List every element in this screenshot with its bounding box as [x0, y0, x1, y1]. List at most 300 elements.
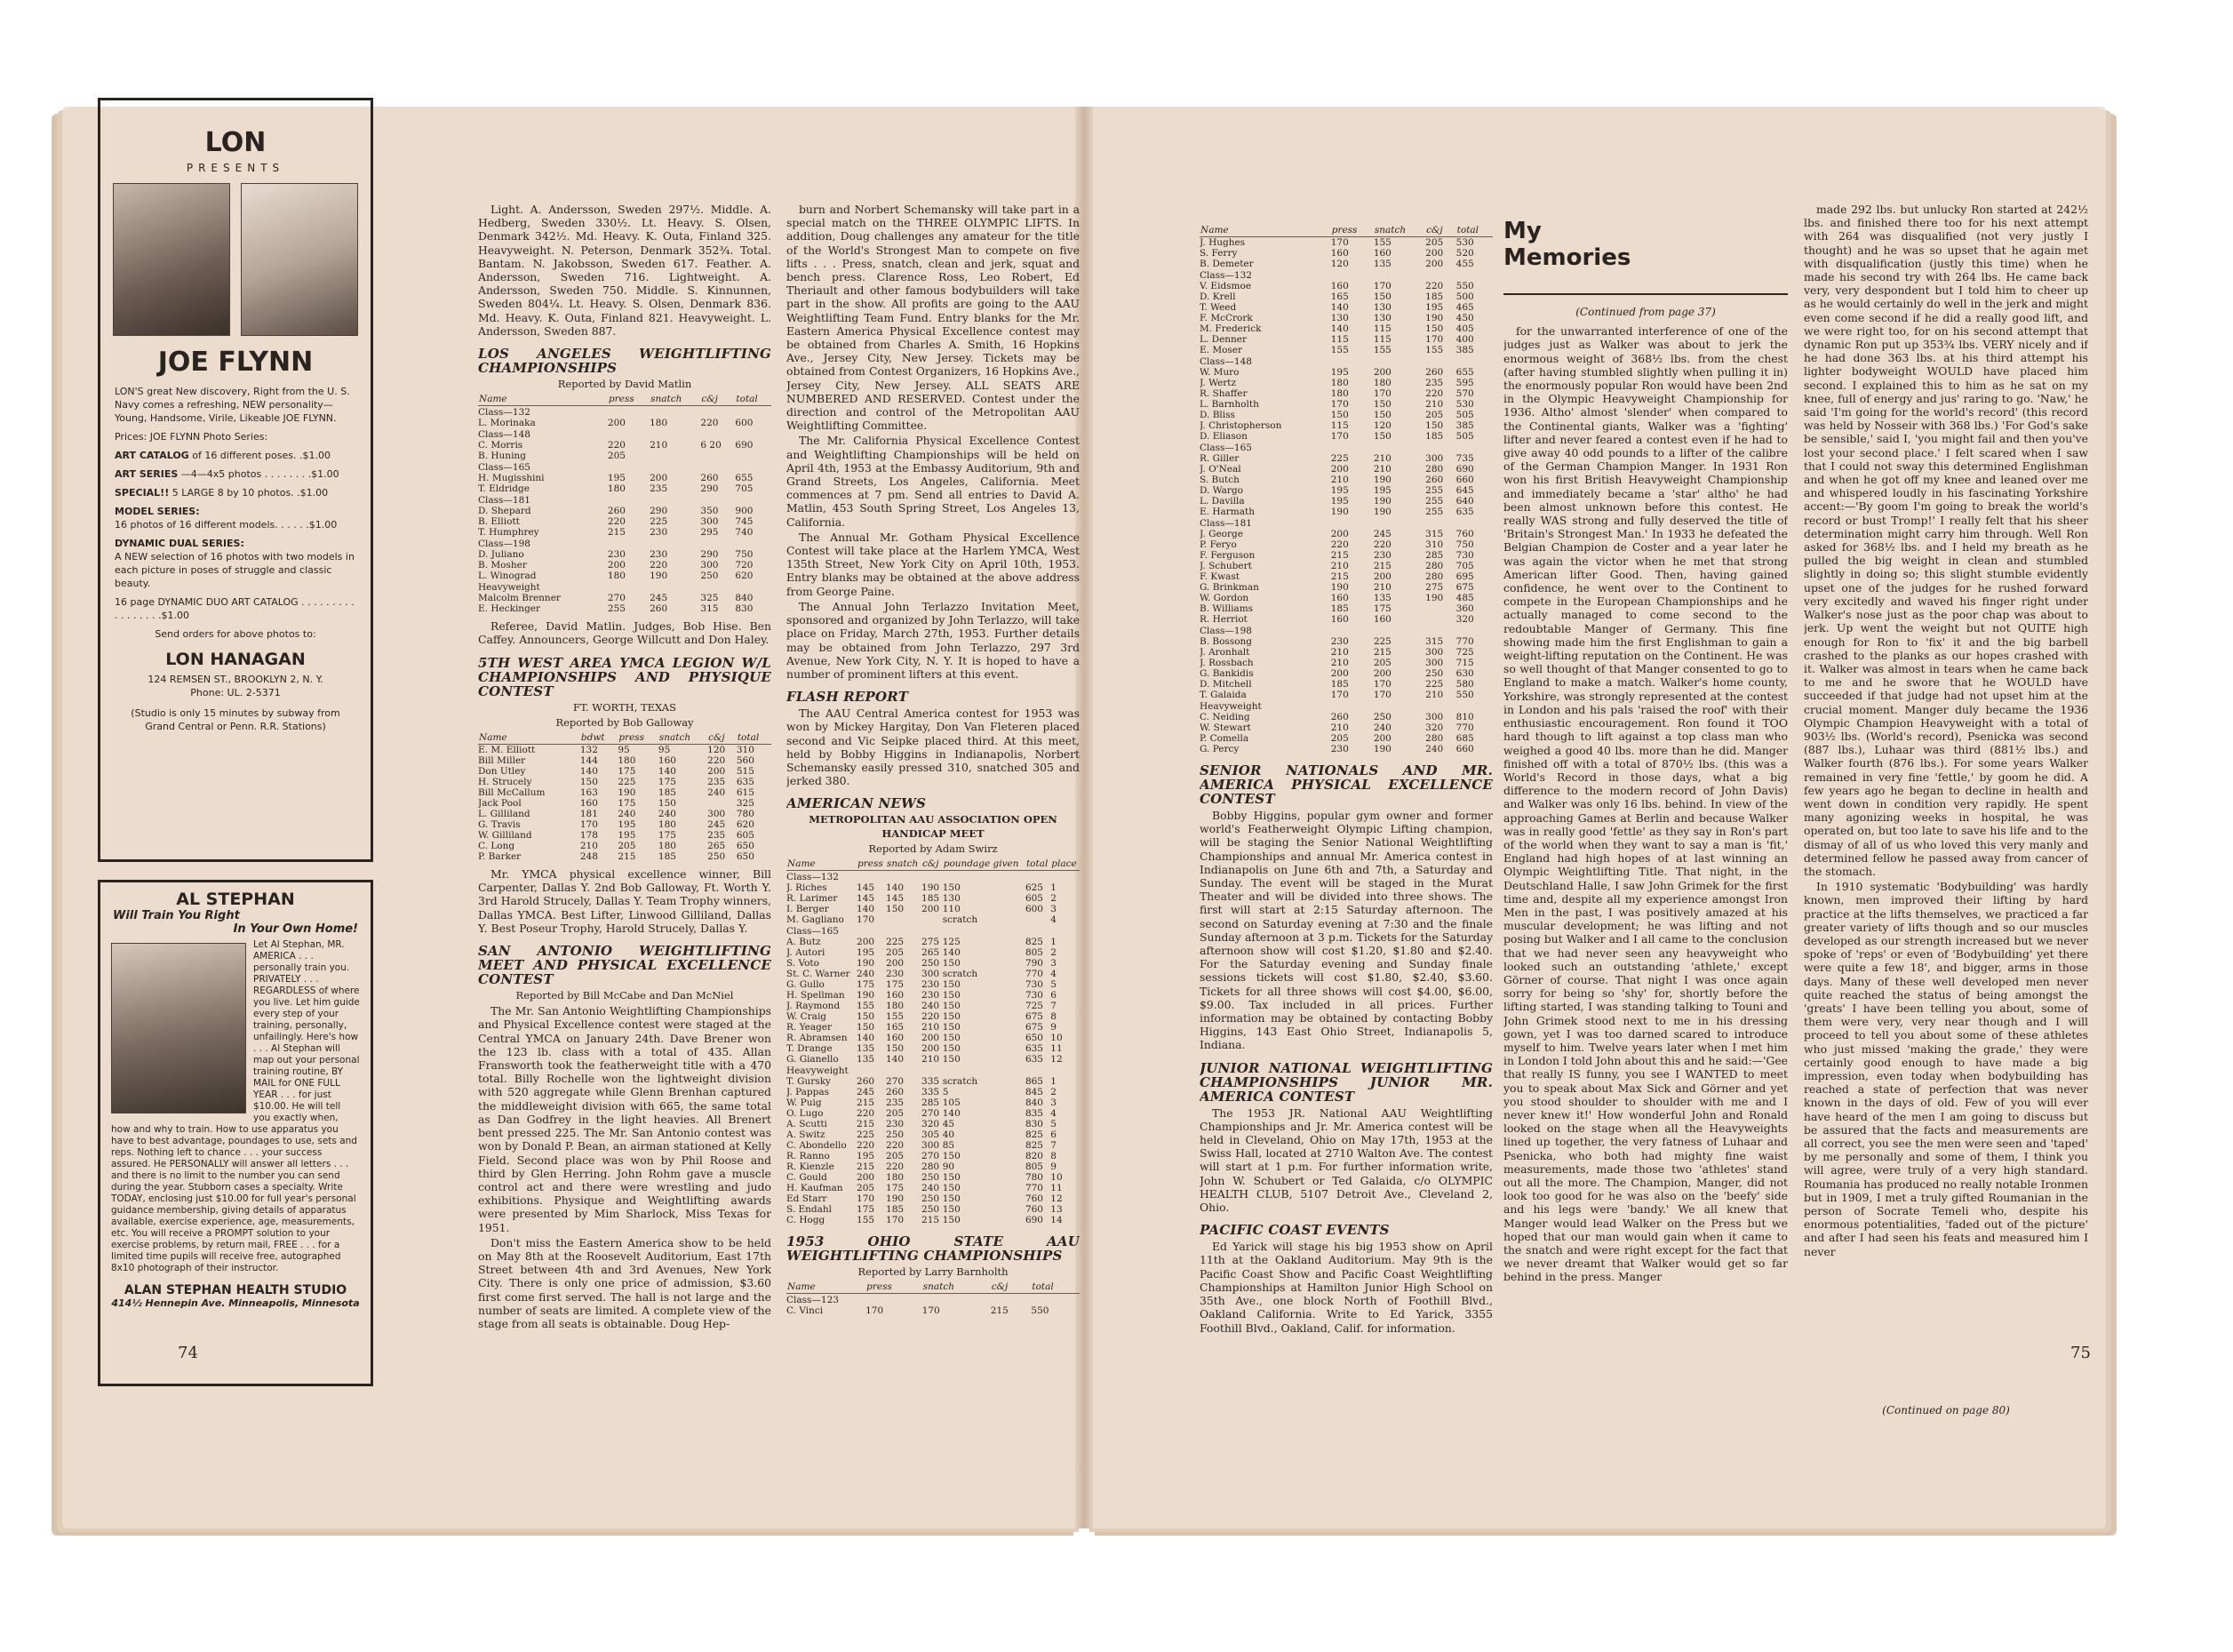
table-cell: 200	[1330, 464, 1349, 475]
table-cell	[921, 914, 943, 925]
table-cell: E. Harmath	[1200, 507, 1255, 517]
column-header: total	[1031, 1281, 1080, 1294]
table-row	[786, 904, 1080, 914]
table-cell: 180	[650, 418, 668, 429]
table-cell: 7	[1050, 1139, 1057, 1151]
table-cell: 11	[1050, 1042, 1063, 1054]
table-row	[786, 1204, 1080, 1215]
table-cell: 195	[857, 1150, 875, 1161]
table-row	[786, 1065, 1080, 1076]
table-cell: 190	[1373, 496, 1392, 507]
table-cell: 210	[1373, 582, 1392, 593]
table-row	[1200, 679, 1493, 690]
table-cell: 500	[1455, 291, 1474, 302]
table-cell: 825	[1025, 936, 1043, 947]
column-header: Name	[786, 1281, 865, 1294]
table-cell: I. Berger	[786, 903, 829, 914]
table-cell: 255	[1425, 485, 1444, 496]
column-header: total	[1025, 858, 1050, 871]
table-cell: 220	[886, 1161, 905, 1172]
column-header: Name	[1200, 224, 1331, 237]
table-cell: 270	[921, 1150, 940, 1161]
table-row	[786, 882, 1080, 893]
table-header-row	[1200, 224, 1493, 237]
column-header: c&j	[707, 731, 737, 745]
table-cell: 14	[1050, 1214, 1063, 1225]
table-cell: scratch	[942, 914, 978, 925]
la-results-table	[478, 393, 771, 614]
table-cell: 160	[1373, 248, 1392, 259]
table-cell: 155	[857, 1214, 875, 1225]
table-cell: 325	[736, 798, 754, 810]
table-cell: 160	[1330, 281, 1349, 291]
table-cell: 195	[618, 819, 636, 831]
table-cell: 605	[736, 830, 754, 842]
table-cell: Class—148	[1200, 356, 1252, 367]
table-cell: 205	[1425, 410, 1444, 420]
table-row	[1200, 733, 1493, 744]
table-cell: Ed Starr	[786, 1193, 827, 1204]
table-cell: Class—165	[786, 925, 839, 937]
table-row	[478, 451, 771, 461]
table-cell: 155	[1373, 345, 1392, 355]
table-cell: 150	[942, 1053, 961, 1065]
table-cell: 144	[579, 755, 598, 767]
table-cell: Class—181	[478, 495, 530, 507]
paragraph: burn and Norbert Schemansky will take part in a special match on the THREE OLYMPIC LIFTS. In addition, Doug challenges any amateur for the title of the World's Strongest Man to compete on five lifts . . . Press, snatch, clean and jerk, squat and bench press. Clarence Ross, Leo Robert, Ed Theriault and other famous bodybuilders will take part in the show. All profits are going to the AAU Weightlifting Team Fund. Entry blanks for the Mr. Eastern America Physical Excellence contest may be obtained from Charles A. Smith, 16 Hopkins Ave., Jersey City, New Jersey. Tickets may be obtained from Contest Organizers, 16 Hopkins Ave., Jersey City, New Jersey. ALL SEATS ARE NUMBERED AND RESERVED. Contest under the direction and control of the Metropolitan AAU Weightlifting Committee.	[786, 203, 1080, 433]
paragraph: Mr. YMCA physical excellence winner, Bill Carpenter, Dallas Y. 2nd Bob Galloway, Ft. Worth Y. 3rd Harold Strucely, Dallas Y. Team Trophy winners, Dallas YMCA. Best Lifter, Linwood Gilliland, Dallas Y. Best Poseur Trophy, Harold Strucely, Dallas Y.	[478, 867, 771, 935]
table-cell: 140	[1330, 323, 1349, 334]
table-cell: J. George	[1200, 529, 1243, 539]
table-cell: 170	[1373, 679, 1392, 690]
table-cell: 150	[942, 1203, 961, 1215]
table-cell: 770	[1025, 1182, 1043, 1193]
table-cell: 230	[1330, 744, 1349, 754]
table-row	[786, 1305, 1080, 1316]
paragraph: for the unwarranted interference of one of the judges just as Walker was about to jerk the enormous weight of 368½ lbs. from the chest (after having stumbled slightly when pulling it in) the enormously popular Ron would have been 2nd in the Olympic Heavyweight Championship for 1936. Altho' almost 'slender' when compared to the Continental giants, Walker was a 'fighting' lifter and never feared a contest even if he had to give away 40 odd pounds to a lifter of the calibre of the German Champion Manger. In 1931 Ron won his first British Heavyweight Championship and immediately became a 'star' altho' he had been almost unknown before this contest. He really WAS strong and fully deserved the title of 'Britain's Strongest Man.' In 1933 he defeated the Belgian Champion de Coster and a year later he was again the victor when he met that strong American lifter Good. Then, having gained confidence, he went over to the Continent to compete in the European Championships and he actually managed to come second to the redoubtable Manger of Germany. This fine showing made him the first Englishman to gain a weight-lifting reputation on the Continent. He was so well thought of that Manger consented to go to England to make a match. Walker's home county, Yorkshire, was strongly represented at the contest in London and his pals 'raised the roof' with their enthusiastic encouragement. Ron found it TOO hard though to lift against a top class man who weighed a good 40 lbs. more than he did. Manger finished off with a total of 870½ lbs. (this was a World's Record in those days, what a big difference to the modern record of John Davis) and Walker was only 16 lbs. behind. In view of the approaching Games at Berlin and because Walker was in really good 'fettle' as they say in Ron's part of the world when they want to say a man is 'fit,' England had high hopes of at last winning an Olympic Weightlifting Title. That night, in the Deutschland Halle, I saw John Grimek for the first time and, despite all my experience amongst Iron Men in the past, I was positively amazed at his muscular development; he was lifting and not posing but Walker and I all came to the conclusion that we had never seen any heavyweight who looked such an outstanding 'athlete,' except Görner of course. That night I was once again sorry for being so 'shy' for, shortly before the lifting started, I was standing talking to Touni and John Grimek stood next to me in his dressing gown, yet I was too darned scared to introduce myself to him. Twelve years later when I met him in London I told John about this and he said:—'Gee that really IS funny, you see I WANTED to meet you to speak about Max Sick and Görner and yet you stood shoulder to shoulder with me and I never knew it!' How wonderful John and Ronald looked on the stage when all the Heavyweights lined up together, the very fatness of Luhaar and Psenicka, who both had mighty fine waist measurements, made those two 'athletes' stand out all the more. The Champion, Manger, did not look too good for he was also on the 'beefy' side and his legs were 'bandy.' We all knew that Manger would lead Walker on the Press but we hoped that our man would gain when it came to the snatch and were right except for the fact that we never dreamt that Walker would get so far behind in the press. Manger	[1503, 324, 1788, 1284]
table-cell: 215	[1330, 571, 1349, 582]
table-cell: 230	[921, 978, 940, 990]
table-cell: 195	[1373, 485, 1392, 496]
table-cell: 200	[607, 560, 626, 571]
table-cell: 600	[735, 418, 754, 429]
item-label: MODEL SERIES:	[115, 506, 200, 517]
table-cell: 175	[886, 978, 905, 990]
table-cell: 150	[942, 1021, 961, 1033]
table-row	[478, 830, 771, 841]
table-row	[478, 418, 771, 428]
table-row	[786, 990, 1080, 1001]
table-cell: 150	[942, 1214, 961, 1225]
table-cell: 8	[1050, 1010, 1057, 1022]
table-cell: 605	[1025, 892, 1043, 904]
table-cell: 150	[942, 1193, 961, 1204]
table-cell: 190	[857, 989, 875, 1001]
table-row	[1200, 712, 1493, 722]
table-row	[786, 1129, 1080, 1140]
ad-stephan-tagline-2: In Your Own Home!	[233, 922, 358, 936]
table-cell: 160	[1373, 614, 1392, 625]
table-row	[786, 937, 1080, 947]
table-cell: 210	[1330, 647, 1349, 658]
table-cell: 830	[1025, 1118, 1043, 1129]
paragraph: Ed Yarick will stage his big 1953 show on April 11th at the Oakland Auditorium. May 9th is the Pacific Coast Show and Pacific Coast Weightlifting Championships at Hamilton Junior High School on 35th Ave., one block North of Foothill Blvd., Oakland California. Write to Ed Yarick, 3355 Foothill Blvd., Oakland, Calif. for information.	[1200, 1240, 1493, 1335]
table-cell: 760	[1455, 529, 1474, 539]
table-cell: 1	[1050, 1075, 1057, 1087]
table-cell: 655	[1455, 367, 1474, 378]
table-cell: 750	[1455, 539, 1474, 550]
table-cell: 175	[658, 830, 676, 842]
table-cell: 163	[579, 787, 598, 799]
table-cell: 215	[607, 527, 626, 539]
table-cell: 695	[1455, 571, 1474, 582]
table-row	[1200, 313, 1493, 323]
item-text: 5 LARGE 8 by 10 photos. .$1.00	[171, 487, 329, 499]
table-cell: 150	[1425, 323, 1444, 334]
table-cell: R. Ranno	[786, 1150, 830, 1161]
table-row	[478, 440, 771, 451]
table-cell: Class—165	[478, 462, 530, 474]
table-cell: 6	[1050, 1129, 1057, 1140]
item-label: ART SERIES	[115, 468, 179, 480]
table-cell: 150	[942, 1182, 961, 1193]
table-cell: 170	[1330, 399, 1349, 410]
table-cell: 150	[857, 1010, 875, 1022]
table-cell: 155	[1425, 345, 1444, 355]
table-cell: 560	[736, 755, 754, 767]
table-header-row	[478, 731, 771, 745]
table-cell: 190	[1330, 507, 1349, 517]
table-cell: 230	[650, 527, 668, 539]
table-cell: 205	[618, 841, 636, 852]
table-cell: 250	[886, 1129, 905, 1140]
table-cell: 210	[1373, 464, 1392, 475]
table-cell: 220	[607, 440, 626, 451]
table-cell: 550	[1031, 1305, 1049, 1317]
portrait-photo	[113, 183, 230, 336]
table-cell: 150	[942, 1150, 961, 1161]
table-cell: 150	[942, 1000, 961, 1011]
table-cell: 530	[1455, 399, 1474, 410]
table-cell: 200	[1373, 571, 1392, 582]
table-row	[1200, 507, 1493, 517]
column-header: c&j	[700, 393, 735, 406]
table-cell: 13	[1050, 1203, 1063, 1215]
table-cell: 780	[1025, 1171, 1043, 1183]
table-row	[786, 1119, 1080, 1129]
table-cell: J. Wertz	[1200, 378, 1236, 388]
table-cell: 220	[1425, 281, 1444, 291]
table-row	[1200, 517, 1493, 529]
table-cell: 135	[1373, 593, 1392, 603]
table-cell: 190	[1373, 507, 1392, 517]
table-cell: 530	[1455, 237, 1474, 248]
article-title-line-1: My	[1503, 218, 1542, 244]
table-row	[478, 549, 771, 560]
table-cell: 150	[942, 1032, 961, 1043]
table-cell: 2	[1050, 1086, 1057, 1097]
table-row	[478, 755, 771, 766]
table-cell: 4	[1050, 1107, 1057, 1119]
lon-photo-ad	[98, 98, 373, 862]
table-cell: Class—198	[1200, 626, 1252, 636]
table-cell: 270	[607, 593, 626, 604]
table-cell: 195	[607, 473, 626, 484]
table-row	[478, 571, 771, 581]
table-cell: 4	[1050, 914, 1057, 925]
table-cell: 95	[618, 745, 630, 756]
table-row	[1200, 442, 1493, 453]
table-cell: 160	[886, 989, 905, 1001]
table-cell: 12	[1050, 1193, 1063, 1204]
table-row	[786, 979, 1080, 990]
table-cell: J. Schubert	[1200, 561, 1252, 571]
table-cell: 280	[1425, 561, 1444, 571]
column-header: total	[1456, 224, 1493, 237]
table-cell: 260	[700, 473, 719, 484]
table-cell: 150	[886, 903, 905, 914]
table-cell: 210	[921, 1021, 940, 1033]
table-cell: 130	[1373, 302, 1392, 313]
section-heading: SAN ANTONIO WEIGHTLIFTING MEET AND PHYSICAL EXCELLENCE CONTEST	[478, 943, 771, 988]
table-cell: 130	[1373, 313, 1392, 323]
table-cell: 230	[650, 549, 668, 561]
column-header: snatch	[922, 1281, 991, 1294]
table-cell: J. Riches	[786, 882, 827, 893]
table-cell: 150	[942, 957, 961, 969]
table-cell: 150	[942, 882, 961, 893]
table-cell: P. Comella	[1200, 733, 1249, 744]
table-cell: 175	[618, 798, 636, 810]
table-cell: 150	[658, 798, 676, 810]
table-cell: 140	[942, 946, 961, 958]
table-cell: 150	[1373, 291, 1392, 302]
table-row	[786, 1022, 1080, 1033]
table-cell: 300	[1425, 658, 1444, 668]
table-cell: 140	[886, 882, 905, 893]
table-cell: 185	[921, 892, 940, 904]
table-cell: 178	[579, 830, 598, 842]
column-header: c&j	[1425, 224, 1456, 237]
table-cell: 240	[1373, 722, 1392, 733]
table-cell: 260	[1425, 475, 1444, 485]
table-cell: B. Mosher	[478, 560, 527, 571]
table-cell: 685	[1455, 733, 1474, 744]
table-cell: C. Long	[478, 841, 515, 852]
table-cell: 185	[886, 1203, 905, 1215]
table-row	[478, 593, 771, 603]
column-header: total	[737, 731, 771, 745]
table-row	[786, 958, 1080, 969]
table-cell: L. Morinaka	[478, 418, 536, 429]
table-cell: 155	[857, 1000, 875, 1011]
table-cell: 220	[650, 560, 668, 571]
subheading: METROPOLITAN AAU ASSOCIATION OPEN HANDICAP MEET	[809, 813, 1057, 840]
item-label: DYNAMIC DUAL SERIES:	[115, 538, 244, 549]
table-row	[1200, 259, 1493, 269]
table-cell: J. Raymond	[786, 1000, 841, 1011]
table-cell: 650	[736, 841, 754, 852]
table-cell: scratch	[942, 968, 978, 979]
table-cell: 180	[607, 483, 626, 495]
ad-stephan-studio: ALAN STEPHAN HEALTH STUDIO	[124, 1283, 347, 1297]
table-cell: 105	[942, 1097, 961, 1108]
table-cell: Class—132	[478, 407, 530, 419]
table-cell: 11	[1050, 1182, 1063, 1193]
column-header: press	[865, 1281, 922, 1294]
table-cell: 150	[942, 978, 961, 990]
table-row	[1200, 550, 1493, 561]
table-cell: 290	[650, 506, 668, 517]
table-row	[478, 461, 771, 473]
table-cell: 235	[1425, 378, 1444, 388]
table-cell: C. Neiding	[1200, 712, 1250, 722]
table-cell: 210	[921, 1053, 940, 1065]
column-header: Name	[478, 393, 608, 406]
table-row	[1200, 561, 1493, 571]
table-cell: 315	[1425, 529, 1444, 539]
table-cell: 675	[1455, 582, 1474, 593]
table-cell: 255	[1425, 496, 1444, 507]
table-row	[1200, 744, 1493, 754]
metropolitan-results-table	[786, 858, 1080, 1225]
table-cell: F. McCrork	[1200, 313, 1253, 323]
table-cell: 600	[1025, 903, 1043, 914]
table-cell: Class—165	[1200, 443, 1252, 453]
table-cell: 260	[886, 1086, 905, 1097]
table-cell: 185	[658, 787, 676, 799]
table-cell: 300	[1425, 453, 1444, 464]
column-header: Name	[478, 731, 580, 745]
table-cell: 140	[1330, 302, 1349, 313]
table-row	[1200, 700, 1493, 712]
table-cell: 110	[942, 903, 961, 914]
table-cell: 660	[1455, 744, 1474, 754]
item-text: A NEW selection of 16 photos with two models in each picture in poses of struggle and classic beauty.	[115, 551, 355, 589]
table-row	[1200, 237, 1493, 249]
table-cell: 150	[1330, 410, 1349, 420]
table-row	[1200, 453, 1493, 464]
table-cell: Class—198	[478, 539, 530, 550]
table-cell: 745	[735, 516, 754, 528]
table-row	[478, 560, 771, 571]
continued-on: (Continued on page 80)	[1882, 1404, 2010, 1417]
table-cell: 132	[579, 745, 598, 756]
paragraph: The Mr. San Antonio Weightlifting Championships and Physical Excellence contest were staged at the Central YMCA on January 24th. Dave Brener won the 123 lb. class with a total of 435. Allan Fransworth took the featherweight title with a 470 total. Billy Rochelle won the lightweight division with 520 aggregate while Glenn Brenhan captured the middleweight division with 665, the same total as Dan Godfrey in the light heavies. All Brenert bent pressed 225. The Mr. San Antonio contest was won by Donald P. Bean, an airman stationed at Kelly Field. Second place was won by Phil Roose and third by Glen Herring. John Rohm gave a muscle control act and there were wrestling and judo exhibitions. Physique and Weightlifting awards were presented by Mim Sharlock, Miss Texas for 1951.	[478, 1004, 771, 1234]
table-cell: 200	[1373, 367, 1392, 378]
table-cell: D. Juliano	[478, 549, 524, 561]
table-cell: 290	[700, 483, 719, 495]
table-cell: 2	[1050, 892, 1057, 904]
table-row	[1200, 496, 1493, 507]
ad-lon-address: 124 REMSEN ST., BROOKLYN 2, N. Y.	[148, 674, 323, 685]
table-cell: 180	[658, 819, 676, 831]
table-cell: G. Gianello	[786, 1053, 839, 1065]
table-cell: 740	[735, 527, 754, 539]
table-cell: B. Williams	[1200, 603, 1254, 614]
table-cell: 8	[1050, 1150, 1057, 1161]
table-row	[478, 494, 771, 506]
table-cell: W. Stewart	[1200, 722, 1251, 733]
location-line: FT. WORTH, TEXAS	[572, 700, 676, 714]
table-cell: 200	[1373, 668, 1392, 679]
table-cell: 160	[579, 798, 598, 810]
table-cell: V. Eidsmoe	[1200, 281, 1252, 291]
ad-lon-model-name: JOE FLYNN	[157, 347, 314, 378]
table-cell: 160	[658, 755, 676, 767]
table-cell: 160	[1330, 593, 1349, 603]
table-cell: T. Galaida	[1200, 690, 1247, 700]
table-cell: 240	[857, 968, 875, 979]
table-cell: 245	[1373, 529, 1392, 539]
table-cell: 615	[736, 787, 754, 799]
item-text: —4—4x5 photos . . . . . . . .$1.00	[180, 468, 339, 480]
section-heading: LOS ANGELES WEIGHTLIFTING CHAMPIONSHIPS	[478, 346, 771, 377]
table-cell: 805	[1025, 946, 1043, 958]
table-cell: 630	[1455, 668, 1474, 679]
table-cell: R. Giller	[1200, 453, 1240, 464]
table-cell: 220	[700, 418, 719, 429]
table-cell: P. Barker	[478, 851, 522, 863]
table-cell: 620	[735, 571, 754, 582]
table-cell: 705	[735, 483, 754, 495]
table-cell: 205	[886, 1150, 905, 1161]
table-cell: 250	[921, 1193, 940, 1204]
table-row	[478, 428, 771, 440]
table-cell: 215	[1373, 647, 1392, 658]
table-cell: 705	[1455, 561, 1474, 571]
table-cell: 195	[1330, 367, 1349, 378]
paragraph: The 1953 JR. National AAU Weightlifting Championships and Jr. Mr. America contest will be held in Cleveland, Ohio on May 17th, 1953 at the Swiss Hall, located at 2710 Walton Ave. The contest will start at 1 p.m. For further information write, John W. Schubert or Ted Galaida, c/o OLYMPIC HEALTH CLUB, 5107 Detroit Ave., Cleveland 2, Ohio.	[1200, 1105, 1493, 1215]
table-row	[786, 1294, 1080, 1306]
table-cell: 150	[579, 777, 598, 788]
table-row	[478, 777, 771, 787]
stephan-photo	[111, 943, 246, 1113]
page-number-left: 74	[178, 1344, 198, 1362]
table-cell: 595	[1455, 378, 1474, 388]
table-cell: 135	[857, 1053, 875, 1065]
table-cell: 865	[1025, 1075, 1043, 1087]
table-row	[1200, 388, 1493, 399]
table-cell	[700, 451, 735, 461]
table-cell: 6	[1050, 989, 1057, 1001]
table-cell: 250	[707, 851, 726, 863]
table-cell: 760	[1025, 1193, 1043, 1204]
column-header: snatch	[650, 393, 700, 406]
table-cell: S. Endahl	[786, 1203, 833, 1215]
table-row	[1200, 420, 1493, 431]
table-cell: 265	[707, 841, 726, 852]
table-cell: 550	[1455, 690, 1474, 700]
table-cell: 205	[857, 1182, 875, 1193]
table-cell: 170	[886, 1214, 905, 1225]
table-row	[478, 483, 771, 494]
table-cell: 220	[857, 1139, 875, 1151]
ad-lon-item	[115, 537, 356, 590]
right-column-1	[1200, 222, 1493, 1413]
table-cell: L. Winograd	[478, 571, 537, 582]
reporter-line: Reported by Larry Barnholth	[857, 1265, 1009, 1278]
ad-stephan-body	[100, 936, 371, 1278]
table-cell: 40	[942, 1129, 955, 1140]
table-cell: 170	[1373, 281, 1392, 291]
table-cell: 200	[921, 1032, 940, 1043]
table-cell: 150	[1425, 420, 1444, 431]
table-cell: 220	[1330, 539, 1349, 550]
section-heading: SENIOR NATIONALS AND MR. AMERICA PHYSICAL EXCELLENCE CONTEST	[1200, 762, 1493, 807]
paragraph: The Annual John Terlazzo Invitation Meet, sponsored and organized by John Terlazzo, will take place on Friday, March 27th, 1953. Further details may be obtained from John Terlazzo, 297 3rd Avenue, New York City, N. Y. It is hoped to have a number of prominent lifters at this event.	[786, 599, 1080, 681]
table-cell: 265	[921, 946, 940, 958]
